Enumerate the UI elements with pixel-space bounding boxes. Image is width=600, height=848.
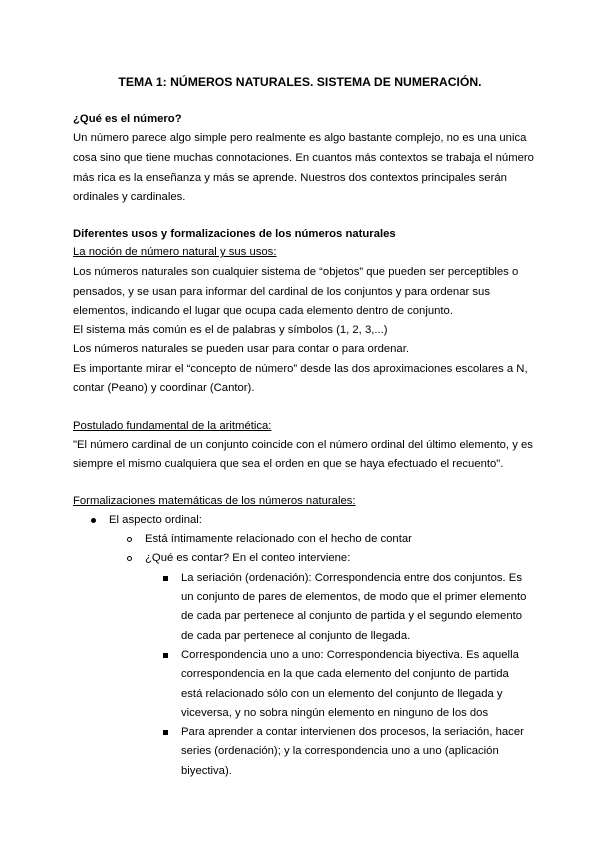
list-item-line: correspondencia en la que cada elemento del conjunto de partida bbox=[181, 668, 509, 680]
paragraph-line: ordinales y cardinales. bbox=[73, 191, 186, 203]
quote-line: "El número cardinal de un conjunto coincide con el número ordinal del último elemento, y es bbox=[73, 439, 533, 451]
list-item-counting: Está íntimamente relacionado con el hecho de contar bbox=[145, 533, 412, 545]
list-item-what-is-counting: ¿Qué es contar? En el conteo interviene: bbox=[145, 552, 351, 564]
list-item-line: La seriación (ordenación): Correspondencia entre dos conjuntos. Es bbox=[181, 572, 522, 584]
bullet-dot-icon bbox=[91, 518, 96, 523]
paragraph-line: pensados, y se usan para informar del cardinal de los conjuntos y para ordenar sus bbox=[73, 286, 490, 298]
list-item-line: de cada par pertenece al conjunto de partida y el segundo elemento bbox=[181, 610, 523, 622]
paragraph-line: más rica es la enseñanza y más se aprende. Nuestros dos contextos principales serán bbox=[73, 172, 507, 184]
list-item-line: Correspondencia uno a uno: Correspondencia biyectiva. Es aquella bbox=[181, 649, 519, 661]
list-item-ordinal: El aspecto ordinal: bbox=[109, 514, 202, 526]
quote-line: siempre el mismo cualquiera que sea el orden en que se haya efectuado el recuento". bbox=[73, 458, 504, 470]
paragraph-line: Los números naturales son cualquier sistema de “objetos” que pueden ser perceptibles o bbox=[73, 266, 519, 278]
paragraph-line: El sistema más común es el de palabras y símbolos (1, 2, 3,...) bbox=[73, 324, 388, 336]
bullet-square-icon bbox=[163, 576, 168, 581]
section-heading-what-is-number: ¿Qué es el número? bbox=[73, 113, 182, 125]
list-item-line: Para aprender a contar intervienen dos procesos, la seriación, hacer bbox=[181, 726, 524, 738]
bullet-square-icon bbox=[163, 653, 168, 658]
list-item-line: viceversa, y no sobra ningún elemento en ninguno de los dos bbox=[181, 707, 489, 719]
list-item-line: series (ordenación); y la correspondencia uno a uno (aplicación bbox=[181, 745, 499, 757]
list-item-line: de cada par pertenece al conjunto de llegada. bbox=[181, 630, 411, 642]
list-item-line: biyectiva). bbox=[181, 765, 232, 777]
paragraph-line: Es importante mirar el “concepto de número” desde las dos aproximaciones escolares a N, bbox=[73, 363, 528, 375]
paragraph-line: Un número parece algo simple pero realmente es algo bastante complejo, no es una unica bbox=[73, 132, 527, 144]
bullet-circle-icon bbox=[127, 556, 132, 561]
paragraph-line: cosa sino que tiene muchas connotaciones. En cuantos más contextos se trabaja el número bbox=[73, 152, 534, 164]
paragraph-line: contar (Peano) y coordinar (Cantor). bbox=[73, 382, 255, 394]
paragraph-line: elementos, indicando el lugar que ocupa cada elemento dentro de conjunto. bbox=[73, 305, 453, 317]
subheading-formalizations: Formalizaciones matemáticas de los números naturales: bbox=[73, 495, 356, 507]
subheading-notion: La noción de número natural y sus usos: bbox=[73, 246, 277, 258]
section-heading-uses: Diferentes usos y formalizaciones de los números naturales bbox=[73, 228, 396, 240]
subheading-postulate: Postulado fundamental de la aritmética: bbox=[73, 420, 272, 432]
bullet-circle-icon bbox=[127, 537, 132, 542]
list-item-line: está relacionado sólo con un elemento del conjunto de llegada y bbox=[181, 688, 503, 700]
paragraph-line: Los números naturales se pueden usar para contar o para ordenar. bbox=[73, 343, 409, 355]
page-title: TEMA 1: NÚMEROS NATURALES. SISTEMA DE NUMERACIÓN. bbox=[118, 75, 482, 89]
list-item-line: un conjunto de pares de elementos, de modo que el primer elemento bbox=[181, 591, 527, 603]
bullet-square-icon bbox=[163, 730, 168, 735]
